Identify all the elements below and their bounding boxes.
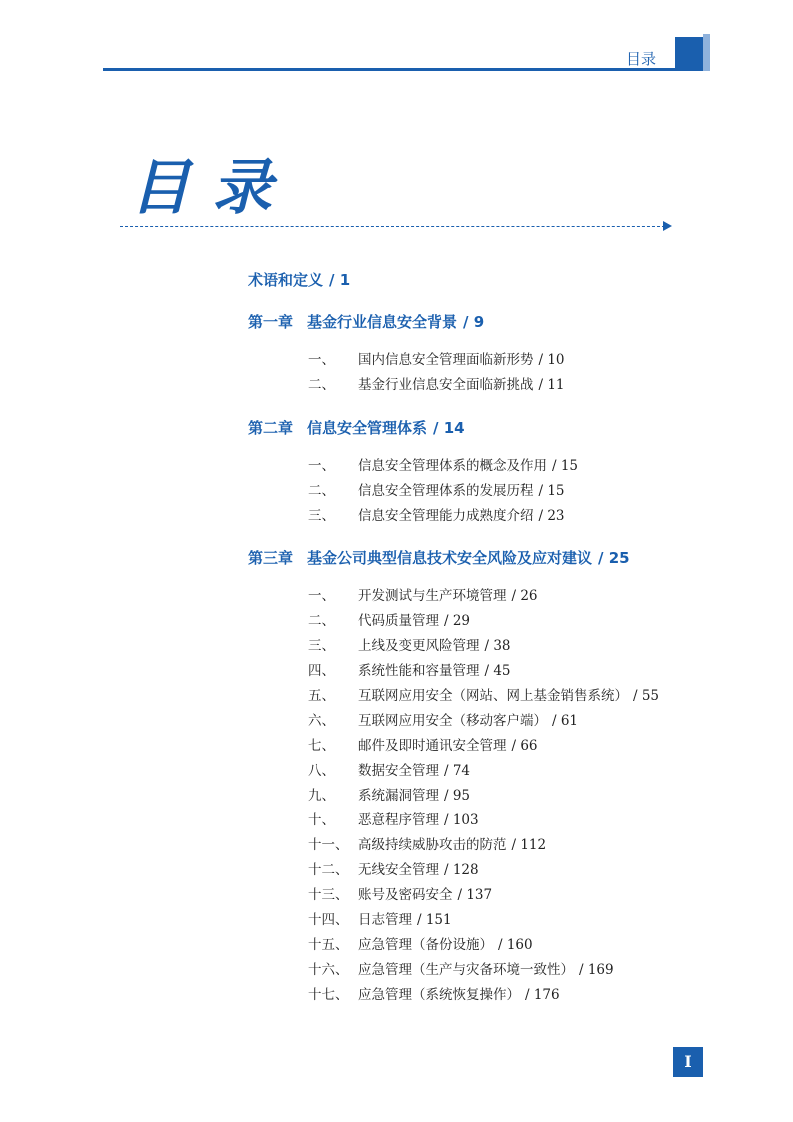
toc-item[interactable]: [248, 634, 728, 659]
toc-page-ref: / 14: [433, 418, 465, 437]
toc-item-number: 八、: [308, 762, 335, 779]
toc-item-number: 六、: [308, 712, 335, 729]
toc-item-number: 十二、: [308, 862, 349, 879]
toc-item-title: 系统漏洞管理: [358, 787, 439, 804]
toc-item-title: 恶意程序管理: [358, 812, 439, 829]
toc-item[interactable]: [248, 454, 728, 479]
toc-item-number: 七、: [308, 737, 335, 754]
toc-page-ref: / 15: [538, 482, 565, 499]
toc-item[interactable]: [248, 709, 728, 734]
toc-item[interactable]: [248, 584, 728, 609]
toc-item[interactable]: [248, 504, 728, 529]
toc-item[interactable]: [248, 348, 728, 373]
toc-item-number: 五、: [308, 688, 335, 705]
toc-item[interactable]: [248, 883, 728, 908]
toc-item-title: 信息安全管理体系的概念及作用: [358, 457, 547, 474]
toc-item-number: 九、: [308, 787, 335, 804]
toc-item-number: 一、: [308, 457, 335, 474]
toc-page-ref: / 160: [498, 936, 533, 953]
toc-page-ref: / 38: [484, 638, 511, 655]
toc-page-ref: / 95: [444, 787, 471, 804]
toc-page-ref: / 137: [457, 887, 493, 904]
toc-chapter-1[interactable]: [248, 310, 728, 334]
toc-page-ref: / 11: [538, 376, 565, 393]
toc-item[interactable]: [248, 659, 728, 684]
toc-item-number: 十一、: [308, 837, 349, 854]
toc-item[interactable]: [248, 983, 728, 1008]
chapter-1-items: [248, 348, 728, 398]
toc-item-title: 系统性能和容量管理: [358, 663, 480, 680]
toc-item[interactable]: [248, 373, 728, 398]
toc-item-title: 基金行业信息安全面临新挑战: [358, 376, 534, 393]
toc-item-title: 应急管理（备份设施）: [358, 936, 493, 953]
toc-item-title: 账号及密码安全: [358, 887, 453, 904]
chapter-title: 信息安全管理体系: [307, 418, 428, 437]
toc-item-title: 信息安全管理能力成熟度介绍: [358, 507, 534, 524]
header-block-shadow: [703, 34, 710, 71]
toc-page-ref: / 45: [484, 663, 511, 680]
toc-item[interactable]: [248, 734, 728, 759]
toc-page-ref: / 1: [329, 271, 351, 289]
toc-item[interactable]: [248, 684, 728, 709]
toc-page-ref: / 128: [444, 862, 479, 879]
toc-item-number: 三、: [308, 507, 335, 524]
toc-item-number: 十四、: [308, 912, 349, 929]
page-title: 目录: [130, 153, 294, 223]
toc-item-number: 一、: [308, 352, 335, 368]
header-rule: [103, 68, 675, 71]
toc-item-title: 数据安全管理: [358, 762, 439, 779]
chapter-3-items: [248, 584, 728, 1007]
toc-item-title: 国内信息安全管理面临新形势: [358, 352, 534, 368]
toc-item-title: 日志管理: [358, 912, 412, 929]
page-number: I: [673, 1047, 703, 1077]
dashed-divider: [120, 226, 665, 227]
toc-item-title: 应急管理（系统恢复操作）: [358, 986, 520, 1003]
toc-page-ref: / 23: [538, 507, 565, 524]
toc-item[interactable]: [248, 609, 728, 634]
toc-item-title: 互联网应用安全（移动客户端）: [358, 712, 547, 729]
toc-item[interactable]: [248, 908, 728, 933]
toc-item-title: 应急管理（生产与灾备环境一致性）: [358, 961, 574, 978]
toc-page-ref: / 10: [538, 352, 565, 368]
toc-chapter-3[interactable]: [248, 546, 728, 570]
toc-item-number: 二、: [308, 376, 335, 393]
toc-chapter-2[interactable]: [248, 416, 728, 440]
chapter-title: 基金公司典型信息技术安全风险及应对建议: [307, 549, 593, 568]
toc-page-ref: / 103: [444, 812, 479, 829]
chapter-number: 第一章: [248, 313, 294, 331]
toc-entry-title: 术语和定义: [248, 271, 324, 289]
toc-entry-terms[interactable]: [248, 268, 728, 292]
toc-page-ref: / 151: [417, 912, 452, 929]
toc-page-ref: / 74: [444, 762, 471, 779]
toc-item-number: 十五、: [308, 936, 349, 953]
toc-item-number: 二、: [308, 613, 335, 630]
toc-item-title: 代码质量管理: [358, 613, 439, 630]
toc-item-number: 三、: [308, 638, 335, 655]
chapter-number: 第三章: [248, 549, 294, 568]
toc-page-ref: / 29: [444, 613, 471, 630]
toc-item-title: 信息安全管理体系的发展历程: [358, 482, 534, 499]
header-block: [675, 37, 703, 71]
toc-page-ref: / 25: [598, 549, 630, 568]
toc-item-number: 四、: [308, 663, 335, 680]
toc-item-number: 二、: [308, 482, 335, 499]
chapter-2-items: [248, 454, 728, 529]
toc-item-title: 高级持续威胁攻击的防范: [358, 837, 507, 854]
toc-item[interactable]: [248, 808, 728, 833]
toc-item-number: 十、: [308, 812, 335, 829]
toc-item[interactable]: [248, 479, 728, 504]
running-header: 目录: [626, 50, 657, 68]
chapter-title: 基金行业信息安全背景: [307, 313, 458, 331]
toc-page-ref: / 176: [525, 986, 560, 1003]
toc-item[interactable]: [248, 933, 728, 958]
table-of-contents: [248, 268, 728, 1008]
toc-item-title: 上线及变更风险管理: [358, 638, 480, 655]
toc-item-number: 十六、: [308, 961, 349, 978]
toc-item-title: 互联网应用安全（网站、网上基金销售系统）: [358, 688, 628, 705]
toc-page-ref: / 9: [463, 313, 485, 331]
chapter-number: 第二章: [248, 418, 294, 437]
toc-item-number: 十三、: [308, 887, 349, 904]
toc-item[interactable]: [248, 858, 728, 883]
toc-page-ref: / 15: [552, 457, 579, 474]
toc-item-title: 无线安全管理: [358, 862, 439, 879]
toc-item[interactable]: [248, 759, 728, 784]
toc-item[interactable]: [248, 784, 728, 809]
toc-page-ref: / 26: [511, 588, 538, 605]
toc-page-ref: / 169: [579, 961, 614, 978]
toc-item-number: 一、: [308, 588, 335, 605]
toc-item-title: 开发测试与生产环境管理: [358, 588, 507, 605]
toc-page-ref: / 66: [511, 737, 538, 754]
toc-page-ref: / 55: [633, 688, 660, 705]
toc-item[interactable]: [248, 833, 728, 858]
toc-item-number: 十七、: [308, 986, 349, 1003]
toc-item-title: 邮件及即时通讯安全管理: [358, 737, 507, 754]
toc-page-ref: / 61: [552, 712, 579, 729]
toc-item[interactable]: [248, 958, 728, 983]
arrow-right-icon: [663, 221, 672, 231]
toc-page-ref: / 112: [511, 837, 547, 854]
